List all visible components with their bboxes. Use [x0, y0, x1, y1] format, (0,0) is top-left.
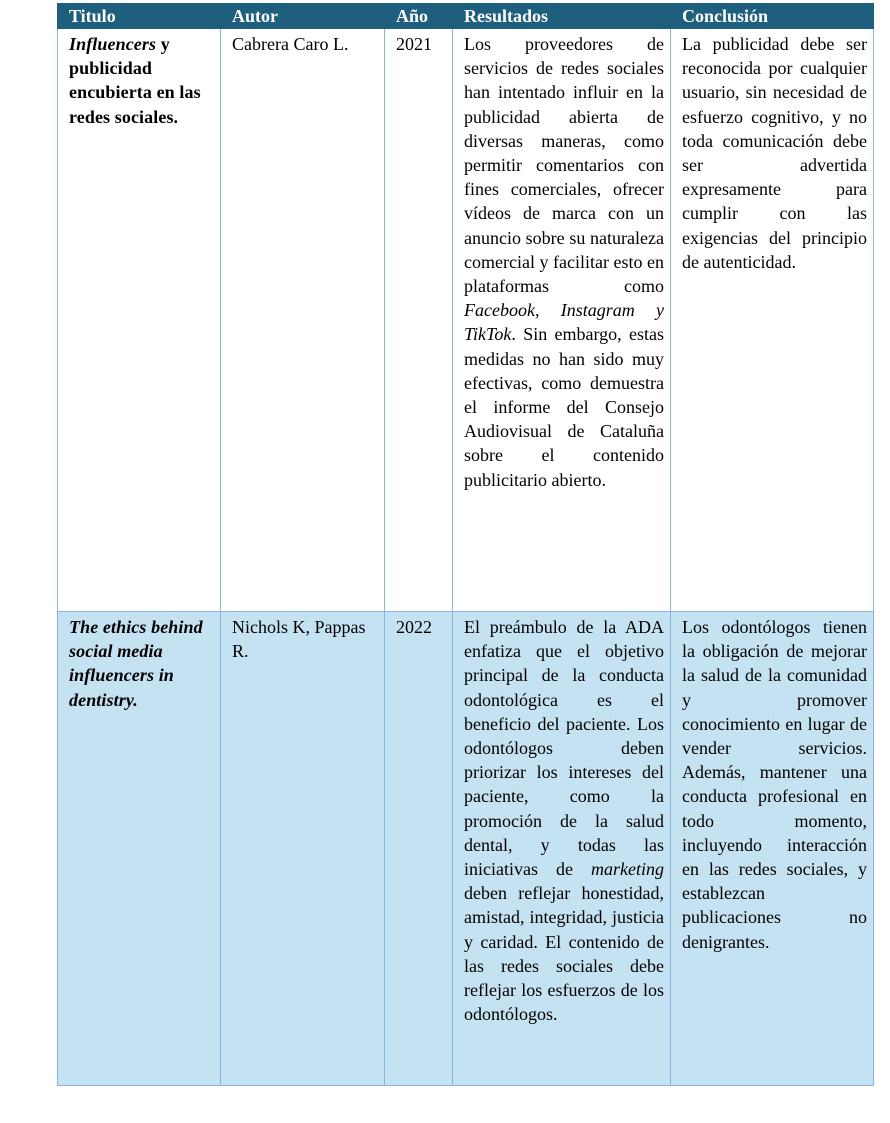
header-anio: Año [385, 4, 453, 29]
header-row [58, 4, 874, 29]
row-title-italic: The ethics behind social media influencers in dentistry. [69, 617, 203, 710]
header-resultados: Resultados [453, 4, 671, 29]
header-conclusion: Conclusión [671, 4, 874, 29]
row-conclusion-cell: La publicidad debe ser reconocida por cualquier usuario, sin necesidad de esfuerzo cognitivo, y no toda comunicación debe ser advertida expresamente para cumplir con las exigencias del principio de autenticidad. [671, 29, 874, 612]
row-title-italic: Influencers [69, 34, 157, 54]
row-author-cell: Nichols K, Pappas R. [221, 612, 385, 1086]
table-row [58, 29, 874, 612]
row-author-cell: Cabrera Caro L. [221, 29, 385, 612]
row-results-cell [453, 29, 671, 612]
row-title-rest: y publicidad encubierta en las redes sociales. [69, 34, 201, 127]
row-title-cell [58, 612, 221, 1086]
row-year-cell: 2022 [385, 612, 453, 1086]
results-text-part1: El preámbulo de la ADA enfatiza que el objetivo principal de la conducta odontológica es el beneficio del paciente. Los odontólogos deben priorizar los intereses del paciente, como la promoción de la salud dental, y todas las iniciativas de [464, 617, 664, 880]
row-year-cell: 2021 [385, 29, 453, 612]
table-row [58, 612, 874, 1086]
row-title-cell [58, 29, 221, 612]
results-text-part1: Los proveedores de servicios de redes sociales han intentado influir en la publicidad abierta de diversas maneras, como permitir comentarios con fines comerciales, ofrecer vídeos de marca con un anuncio sobre su naturaleza comercial y facilitar esto en plataformas como [464, 34, 664, 297]
results-text-part2: . Sin embargo, estas medidas no han sido muy efectivas, como demuestra el informe del Consejo Audiovisual de Cataluña sobre el contenido publicitario abierto. [464, 324, 664, 490]
results-text-italic: Facebook, Instagram y TikTok [464, 300, 664, 345]
results-text-italic: marketing [591, 859, 664, 880]
row-conclusion-cell: Los odontólogos tienen la obligación de mejorar la salud de la comunidad y promover conocimiento en lugar de vender servicios. Además, mantener una conducta profesional en todo momento, incluyendo interacción en las redes sociales, y establezcan publicaciones no denigrantes. [671, 612, 874, 1086]
row-results-cell [453, 612, 671, 1086]
literature-review-table [57, 3, 874, 1086]
header-titulo: Titulo [58, 4, 221, 29]
header-autor: Autor [221, 4, 385, 29]
results-text-part2: deben reflejar honestidad, amistad, integridad, justicia y caridad. El contenido de las redes sociales debe reflejar los esfuerzos de los odontólogos. [464, 883, 664, 1025]
